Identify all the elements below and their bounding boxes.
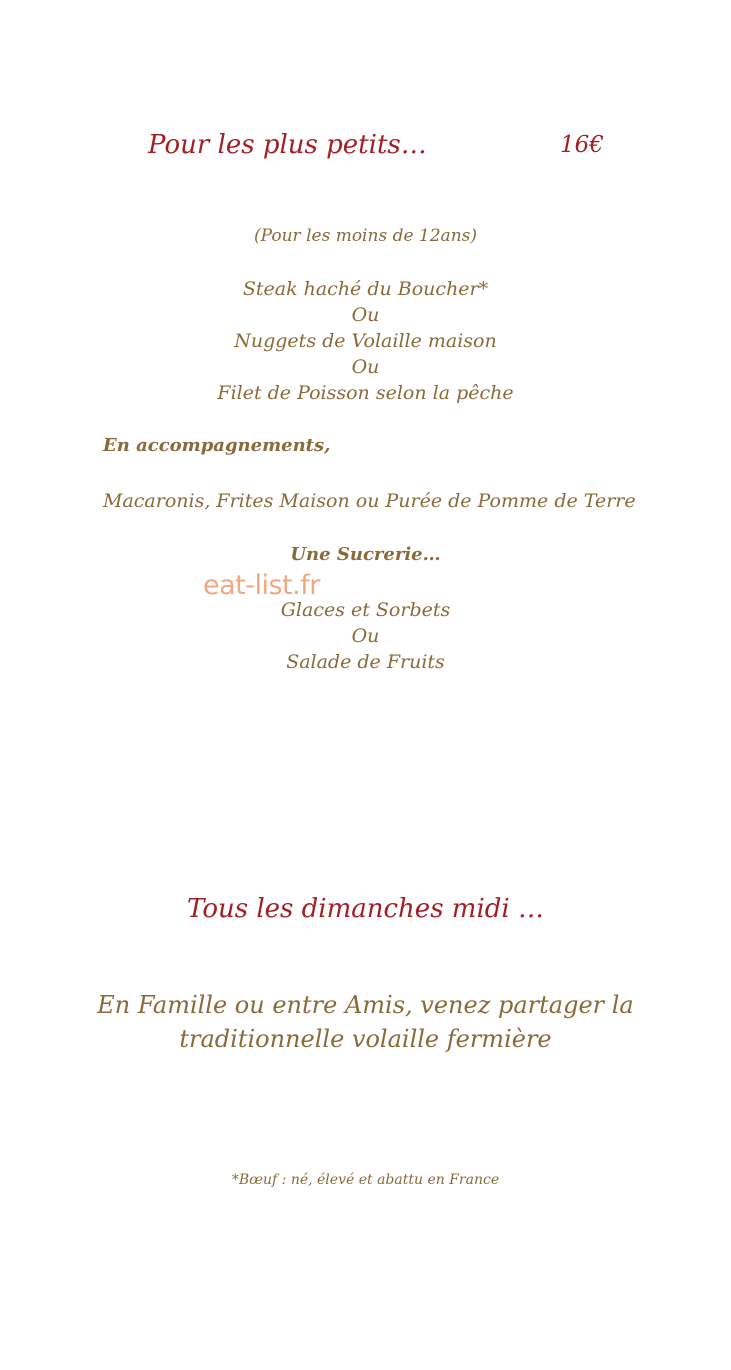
dessert-choices-list	[0, 597, 731, 675]
main-choice-separator: Ou	[351, 356, 380, 378]
age-note: (Pour les moins de 12ans)	[253, 226, 477, 246]
dessert-choice-item: Salade de Fruits	[286, 651, 445, 673]
main-choice-item: Nuggets de Volaille maison	[234, 330, 497, 352]
sunday-line: traditionnelle volaille fermière	[179, 1025, 552, 1053]
watermark: eat-list.fr	[203, 570, 320, 601]
sides-heading: En accompagnements,	[103, 435, 331, 456]
dessert-choice-item: Glaces et Sorbets	[280, 599, 451, 621]
main-choice-item: Filet de Poisson selon la pêche	[217, 382, 514, 404]
kids-menu-title: Pour les plus petits…	[148, 130, 427, 160]
sides-text: Macaronis, Frites Maison ou Purée de Pomme de Terre	[103, 490, 636, 512]
main-choices-list	[0, 276, 731, 406]
kids-menu-price: 16€	[560, 132, 604, 158]
main-choice-separator: Ou	[351, 304, 380, 326]
beef-origin-footnote: *Bœuf : né, élevé et abattu en France	[231, 1172, 500, 1188]
sunday-title: Tous les dimanches midi …	[187, 894, 544, 924]
dessert-choice-separator: Ou	[351, 625, 380, 647]
dessert-heading: Une Sucrerie…	[290, 544, 441, 565]
main-choice-item: Steak haché du Boucher*	[242, 278, 489, 300]
sunday-description	[0, 988, 731, 1056]
sunday-line: En Famille ou entre Amis, venez partager la	[97, 991, 634, 1019]
